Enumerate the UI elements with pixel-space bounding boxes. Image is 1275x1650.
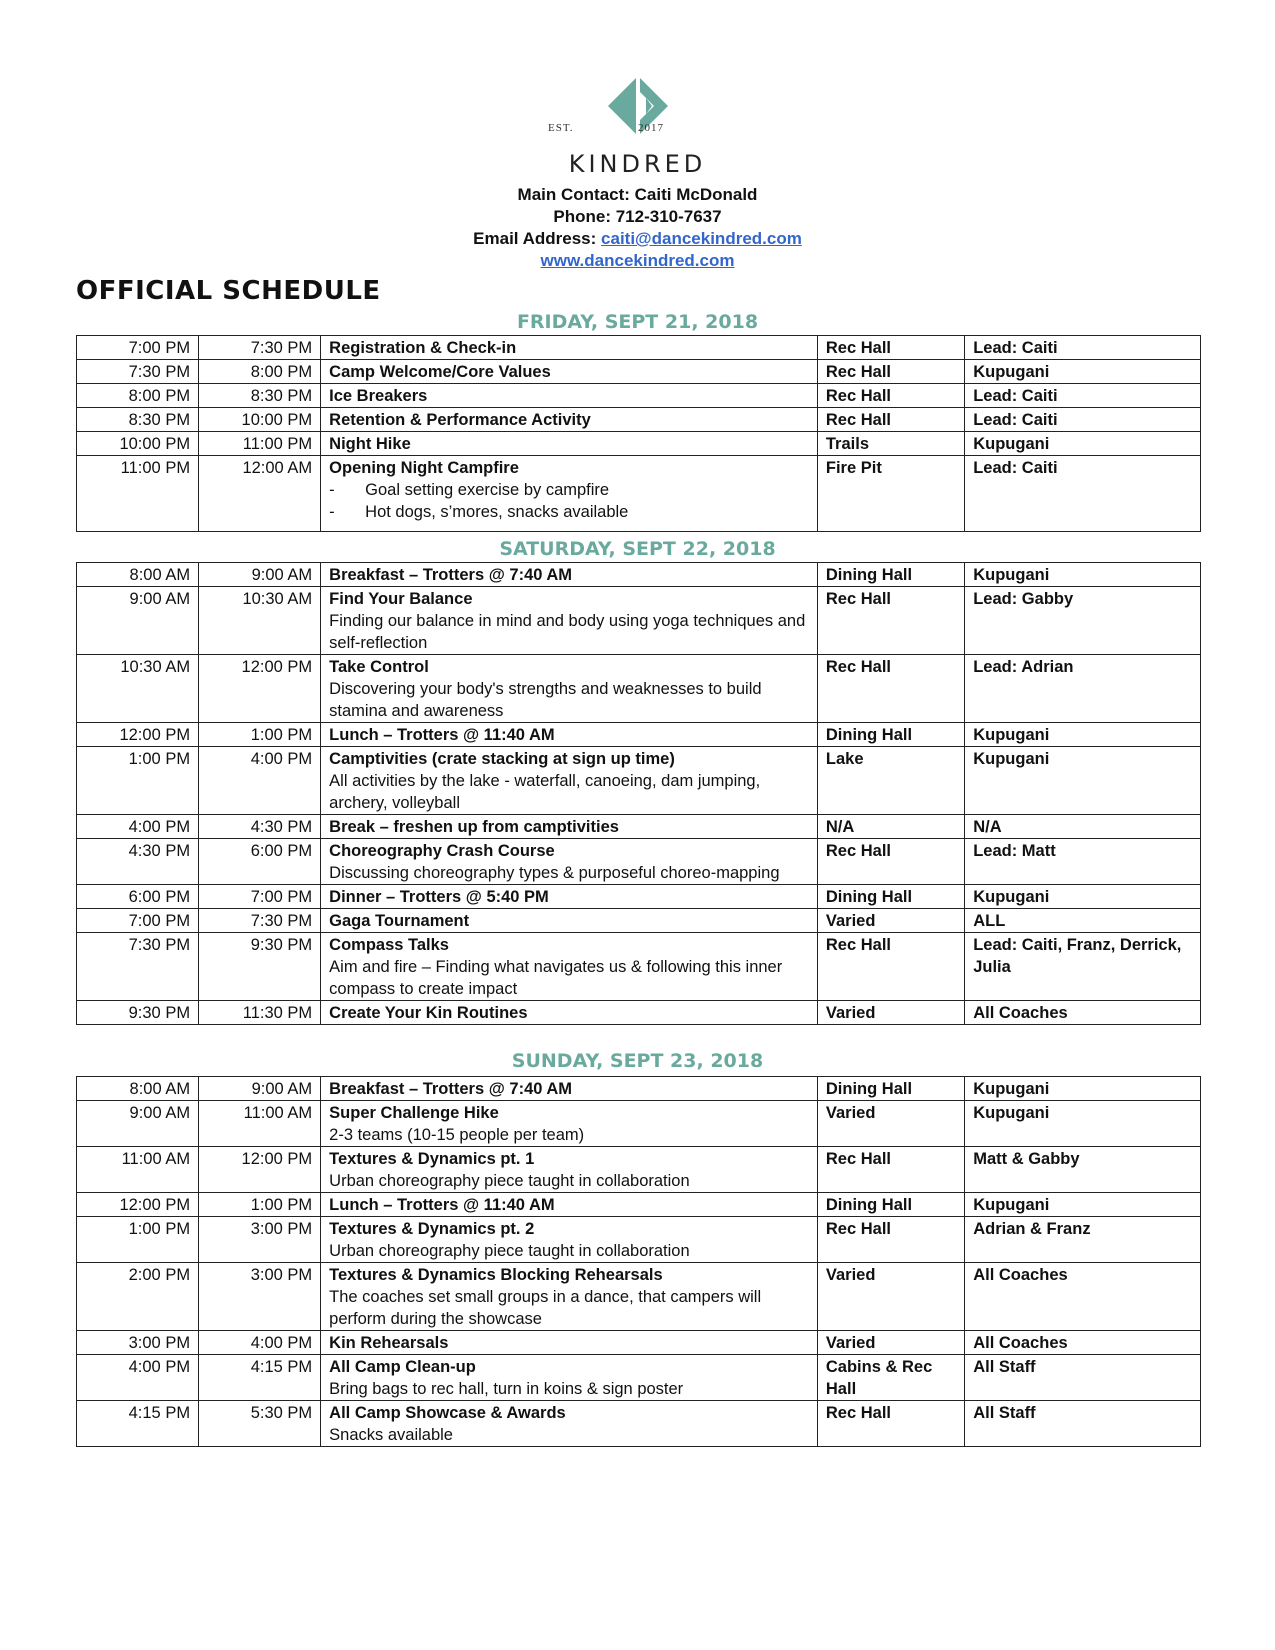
event-description: Snacks available	[329, 1426, 453, 1444]
website-link[interactable]: www.dancekindred.com	[540, 251, 735, 270]
event-description: All activities by the lake - waterfall, canoeing, dam jumping, archery, volleyball	[329, 772, 761, 812]
end-time: 10:30 AM	[199, 587, 321, 655]
event-title: Registration & Check-in	[329, 339, 517, 357]
end-time: 4:30 PM	[199, 815, 321, 839]
end-time: 8:00 PM	[199, 360, 321, 384]
event-title: Camp Welcome/Core Values	[329, 363, 551, 381]
bullet-dash: -	[329, 503, 335, 521]
start-time: 8:00 AM	[77, 1077, 199, 1101]
event-cell	[321, 587, 818, 655]
lead: Lead: Gabby	[965, 587, 1201, 655]
event-title: Compass Talks	[329, 936, 449, 954]
end-time: 12:00 PM	[199, 655, 321, 723]
lead: Kupugani	[965, 360, 1201, 384]
table-row	[77, 563, 1201, 587]
event-description: Discussing choreography types & purposeful choreo-mapping	[329, 864, 780, 882]
start-time: 12:00 PM	[77, 723, 199, 747]
table-row	[77, 336, 1201, 360]
event-cell	[321, 1355, 818, 1401]
event-title: All Camp Clean-up	[329, 1358, 476, 1376]
start-time: 7:30 PM	[77, 933, 199, 1001]
event-description: Urban choreography piece taught in collaboration	[329, 1172, 690, 1190]
event-bullet	[329, 479, 809, 501]
start-time: 12:00 PM	[77, 1193, 199, 1217]
table-row	[77, 885, 1201, 909]
start-time: 9:00 AM	[77, 587, 199, 655]
event-title: Take Control	[329, 658, 429, 676]
table-row	[77, 909, 1201, 933]
location: Varied	[817, 909, 964, 933]
page-title: OFFICIAL SCHEDULE	[76, 276, 381, 306]
event-title: Ice Breakers	[329, 387, 428, 405]
location: Rec Hall	[817, 1147, 964, 1193]
event-cell	[321, 1147, 818, 1193]
event-title: Create Your Kin Routines	[329, 1004, 528, 1022]
location: Trails	[817, 432, 964, 456]
bullet-text: Goal setting exercise by campfire	[365, 481, 610, 499]
location: Varied	[817, 1331, 964, 1355]
event-title: Breakfast – Trotters @ 7:40 AM	[329, 1080, 573, 1098]
location: Rec Hall	[817, 933, 964, 1001]
event-cell	[321, 1193, 818, 1217]
sunday-table	[76, 1076, 1201, 1447]
end-time: 1:00 PM	[199, 723, 321, 747]
event-description: Finding our balance in mind and body using yoga techniques and self-reflection	[329, 612, 806, 652]
end-time: 12:00 PM	[199, 1147, 321, 1193]
end-time: 4:00 PM	[199, 1331, 321, 1355]
start-time: 1:00 PM	[77, 747, 199, 815]
end-time: 9:30 PM	[199, 933, 321, 1001]
bullet-dash: -	[329, 481, 335, 499]
event-title: Textures & Dynamics Blocking Rehearsals	[329, 1266, 663, 1284]
event-title: Choreography Crash Course	[329, 842, 555, 860]
event-cell	[321, 933, 818, 1001]
lead: Matt & Gabby	[965, 1147, 1201, 1193]
table-row	[77, 1263, 1201, 1331]
end-time: 7:30 PM	[199, 336, 321, 360]
start-time: 8:00 AM	[77, 563, 199, 587]
start-time: 3:00 PM	[77, 1331, 199, 1355]
event-title: Dinner – Trotters @ 5:40 PM	[329, 888, 549, 906]
event-cell	[321, 1331, 818, 1355]
event-description: Bring bags to rec hall, turn in koins & sign poster	[329, 1380, 684, 1398]
table-row	[77, 1331, 1201, 1355]
location: Rec Hall	[817, 408, 964, 432]
lead: All Coaches	[965, 1263, 1201, 1331]
event-cell	[321, 1217, 818, 1263]
event-title: Night Hike	[329, 435, 411, 453]
spacer	[329, 523, 809, 531]
end-time: 5:30 PM	[199, 1401, 321, 1447]
event-description: 2-3 teams (10-15 people per team)	[329, 1126, 585, 1144]
lead: ALL	[965, 909, 1201, 933]
end-time: 11:30 PM	[199, 1001, 321, 1025]
location: Rec Hall	[817, 839, 964, 885]
event-cell	[321, 885, 818, 909]
start-time: 4:30 PM	[77, 839, 199, 885]
event-cell	[321, 456, 818, 532]
start-time: 4:15 PM	[77, 1401, 199, 1447]
start-time: 8:00 PM	[77, 384, 199, 408]
end-time: 1:00 PM	[199, 1193, 321, 1217]
start-time: 11:00 AM	[77, 1147, 199, 1193]
location: Rec Hall	[817, 587, 964, 655]
event-cell	[321, 336, 818, 360]
event-title: Textures & Dynamics pt. 2	[329, 1220, 535, 1238]
location: Dining Hall	[817, 1193, 964, 1217]
location: Dining Hall	[817, 1077, 964, 1101]
location: Lake	[817, 747, 964, 815]
end-time: 12:00 AM	[199, 456, 321, 532]
location: Cabins & Rec Hall	[817, 1355, 964, 1401]
event-title: Retention & Performance Activity	[329, 411, 591, 429]
event-cell	[321, 815, 818, 839]
logo-est: EST.	[548, 122, 574, 134]
table-row	[77, 723, 1201, 747]
location: Fire Pit	[817, 456, 964, 532]
event-description: Aim and fire – Finding what navigates us & following this inner compass to create impact	[329, 958, 783, 998]
start-time: 4:00 PM	[77, 815, 199, 839]
contact-block	[0, 184, 1275, 272]
event-title: Break – freshen up from camptivities	[329, 818, 619, 836]
table-row	[77, 747, 1201, 815]
table-row	[77, 1147, 1201, 1193]
start-time: 10:00 PM	[77, 432, 199, 456]
table-row	[77, 1355, 1201, 1401]
event-cell	[321, 839, 818, 885]
email-link[interactable]: caiti@dancekindred.com	[601, 229, 802, 248]
lead: All Staff	[965, 1401, 1201, 1447]
location: Varied	[817, 1263, 964, 1331]
start-time: 11:00 PM	[77, 456, 199, 532]
lead: Adrian & Franz	[965, 1217, 1201, 1263]
table-row	[77, 1077, 1201, 1101]
end-time: 9:00 AM	[199, 1077, 321, 1101]
bullet-text: Hot dogs, s’mores, snacks available	[365, 503, 629, 521]
start-time: 6:00 PM	[77, 885, 199, 909]
event-cell	[321, 408, 818, 432]
table-row	[77, 839, 1201, 885]
start-time: 2:00 PM	[77, 1263, 199, 1331]
end-time: 3:00 PM	[199, 1217, 321, 1263]
event-title: Camptivities (crate stacking at sign up time)	[329, 750, 675, 768]
saturday-heading: SATURDAY, SEPT 22, 2018	[499, 538, 776, 560]
email-label: Email Address:	[473, 229, 597, 248]
event-cell	[321, 1101, 818, 1147]
table-row	[77, 1217, 1201, 1263]
end-time: 7:00 PM	[199, 885, 321, 909]
lead: Kupugani	[965, 563, 1201, 587]
lead: Kupugani	[965, 723, 1201, 747]
event-cell	[321, 655, 818, 723]
event-description: Urban choreography piece taught in collaboration	[329, 1242, 690, 1260]
event-title: Textures & Dynamics pt. 1	[329, 1150, 535, 1168]
event-description: Discovering your body's strengths and weaknesses to build stamina and awareness	[329, 680, 762, 720]
event-cell	[321, 723, 818, 747]
logo-year: 2017	[638, 122, 664, 134]
location: Rec Hall	[817, 384, 964, 408]
event-cell	[321, 1263, 818, 1331]
event-title: Super Challenge Hike	[329, 1104, 499, 1122]
table-row	[77, 1401, 1201, 1447]
phone: Phone: 712-310-7637	[553, 207, 722, 226]
lead: Kupugani	[965, 1193, 1201, 1217]
start-time: 10:30 AM	[77, 655, 199, 723]
end-time: 8:30 PM	[199, 384, 321, 408]
event-title: All Camp Showcase & Awards	[329, 1404, 566, 1422]
event-cell	[321, 563, 818, 587]
end-time: 9:00 AM	[199, 563, 321, 587]
website-line	[0, 250, 1275, 272]
lead: Kupugani	[965, 885, 1201, 909]
lead: Lead: Caiti	[965, 456, 1201, 532]
lead: Lead: Caiti	[965, 384, 1201, 408]
end-time: 6:00 PM	[199, 839, 321, 885]
location: Dining Hall	[817, 723, 964, 747]
event-cell	[321, 909, 818, 933]
location: Rec Hall	[817, 360, 964, 384]
table-row	[77, 456, 1201, 532]
table-row	[77, 432, 1201, 456]
end-time: 11:00 PM	[199, 432, 321, 456]
lead: Lead: Caiti, Franz, Derrick, Julia	[965, 933, 1201, 1001]
friday-heading: FRIDAY, SEPT 21, 2018	[516, 311, 759, 333]
event-title: Lunch – Trotters @ 11:40 AM	[329, 1196, 555, 1214]
table-row	[77, 360, 1201, 384]
start-time: 7:00 PM	[77, 909, 199, 933]
lead: Lead: Caiti	[965, 336, 1201, 360]
location: Varied	[817, 1101, 964, 1147]
end-time: 3:00 PM	[199, 1263, 321, 1331]
location: Varied	[817, 1001, 964, 1025]
lead: All Coaches	[965, 1001, 1201, 1025]
lead: All Staff	[965, 1355, 1201, 1401]
start-time: 7:00 PM	[77, 336, 199, 360]
location: Dining Hall	[817, 885, 964, 909]
lead: Lead: Adrian	[965, 655, 1201, 723]
end-time: 11:00 AM	[199, 1101, 321, 1147]
event-title: Breakfast – Trotters @ 7:40 AM	[329, 566, 573, 584]
start-time: 1:00 PM	[77, 1217, 199, 1263]
table-row	[77, 933, 1201, 1001]
start-time: 7:30 PM	[77, 360, 199, 384]
event-bullet	[329, 501, 809, 523]
event-cell	[321, 432, 818, 456]
start-time: 8:30 PM	[77, 408, 199, 432]
lead: Kupugani	[965, 747, 1201, 815]
table-row	[77, 1193, 1201, 1217]
event-cell	[321, 1077, 818, 1101]
start-time: 4:00 PM	[77, 1355, 199, 1401]
location: Rec Hall	[817, 1401, 964, 1447]
email-line	[0, 228, 1275, 250]
lead: All Coaches	[965, 1331, 1201, 1355]
event-description: The coaches set small groups in a dance, that campers will perform during the showcase	[329, 1288, 762, 1328]
lead: Kupugani	[965, 1077, 1201, 1101]
event-title: Find Your Balance	[329, 590, 473, 608]
location: N/A	[817, 815, 964, 839]
location: Dining Hall	[817, 563, 964, 587]
event-cell	[321, 384, 818, 408]
event-cell	[321, 360, 818, 384]
end-time: 10:00 PM	[199, 408, 321, 432]
location: Rec Hall	[817, 655, 964, 723]
lead: N/A	[965, 815, 1201, 839]
table-row	[77, 655, 1201, 723]
lead: Kupugani	[965, 432, 1201, 456]
event-cell	[321, 747, 818, 815]
end-time: 7:30 PM	[199, 909, 321, 933]
start-time: 9:00 AM	[77, 1101, 199, 1147]
brand-name: KINDRED	[568, 150, 707, 178]
location: Rec Hall	[817, 1217, 964, 1263]
lead: Lead: Matt	[965, 839, 1201, 885]
table-row	[77, 587, 1201, 655]
event-title: Kin Rehearsals	[329, 1334, 449, 1352]
location: Rec Hall	[817, 336, 964, 360]
lead: Lead: Caiti	[965, 408, 1201, 432]
saturday-table	[76, 562, 1201, 1025]
event-title: Gaga Tournament	[329, 912, 470, 930]
table-row	[77, 1101, 1201, 1147]
main-contact: Main Contact: Caiti McDonald	[517, 185, 758, 204]
end-time: 4:15 PM	[199, 1355, 321, 1401]
event-title: Lunch – Trotters @ 11:40 AM	[329, 726, 555, 744]
lead: Kupugani	[965, 1101, 1201, 1147]
start-time: 9:30 PM	[77, 1001, 199, 1025]
sunday-heading: SUNDAY, SEPT 23, 2018	[511, 1050, 764, 1072]
event-title: Opening Night Campfire	[329, 459, 519, 477]
table-row	[77, 408, 1201, 432]
table-row	[77, 815, 1201, 839]
table-row	[77, 1001, 1201, 1025]
event-cell	[321, 1001, 818, 1025]
event-cell	[321, 1401, 818, 1447]
end-time: 4:00 PM	[199, 747, 321, 815]
table-row	[77, 384, 1201, 408]
friday-table	[76, 335, 1201, 532]
